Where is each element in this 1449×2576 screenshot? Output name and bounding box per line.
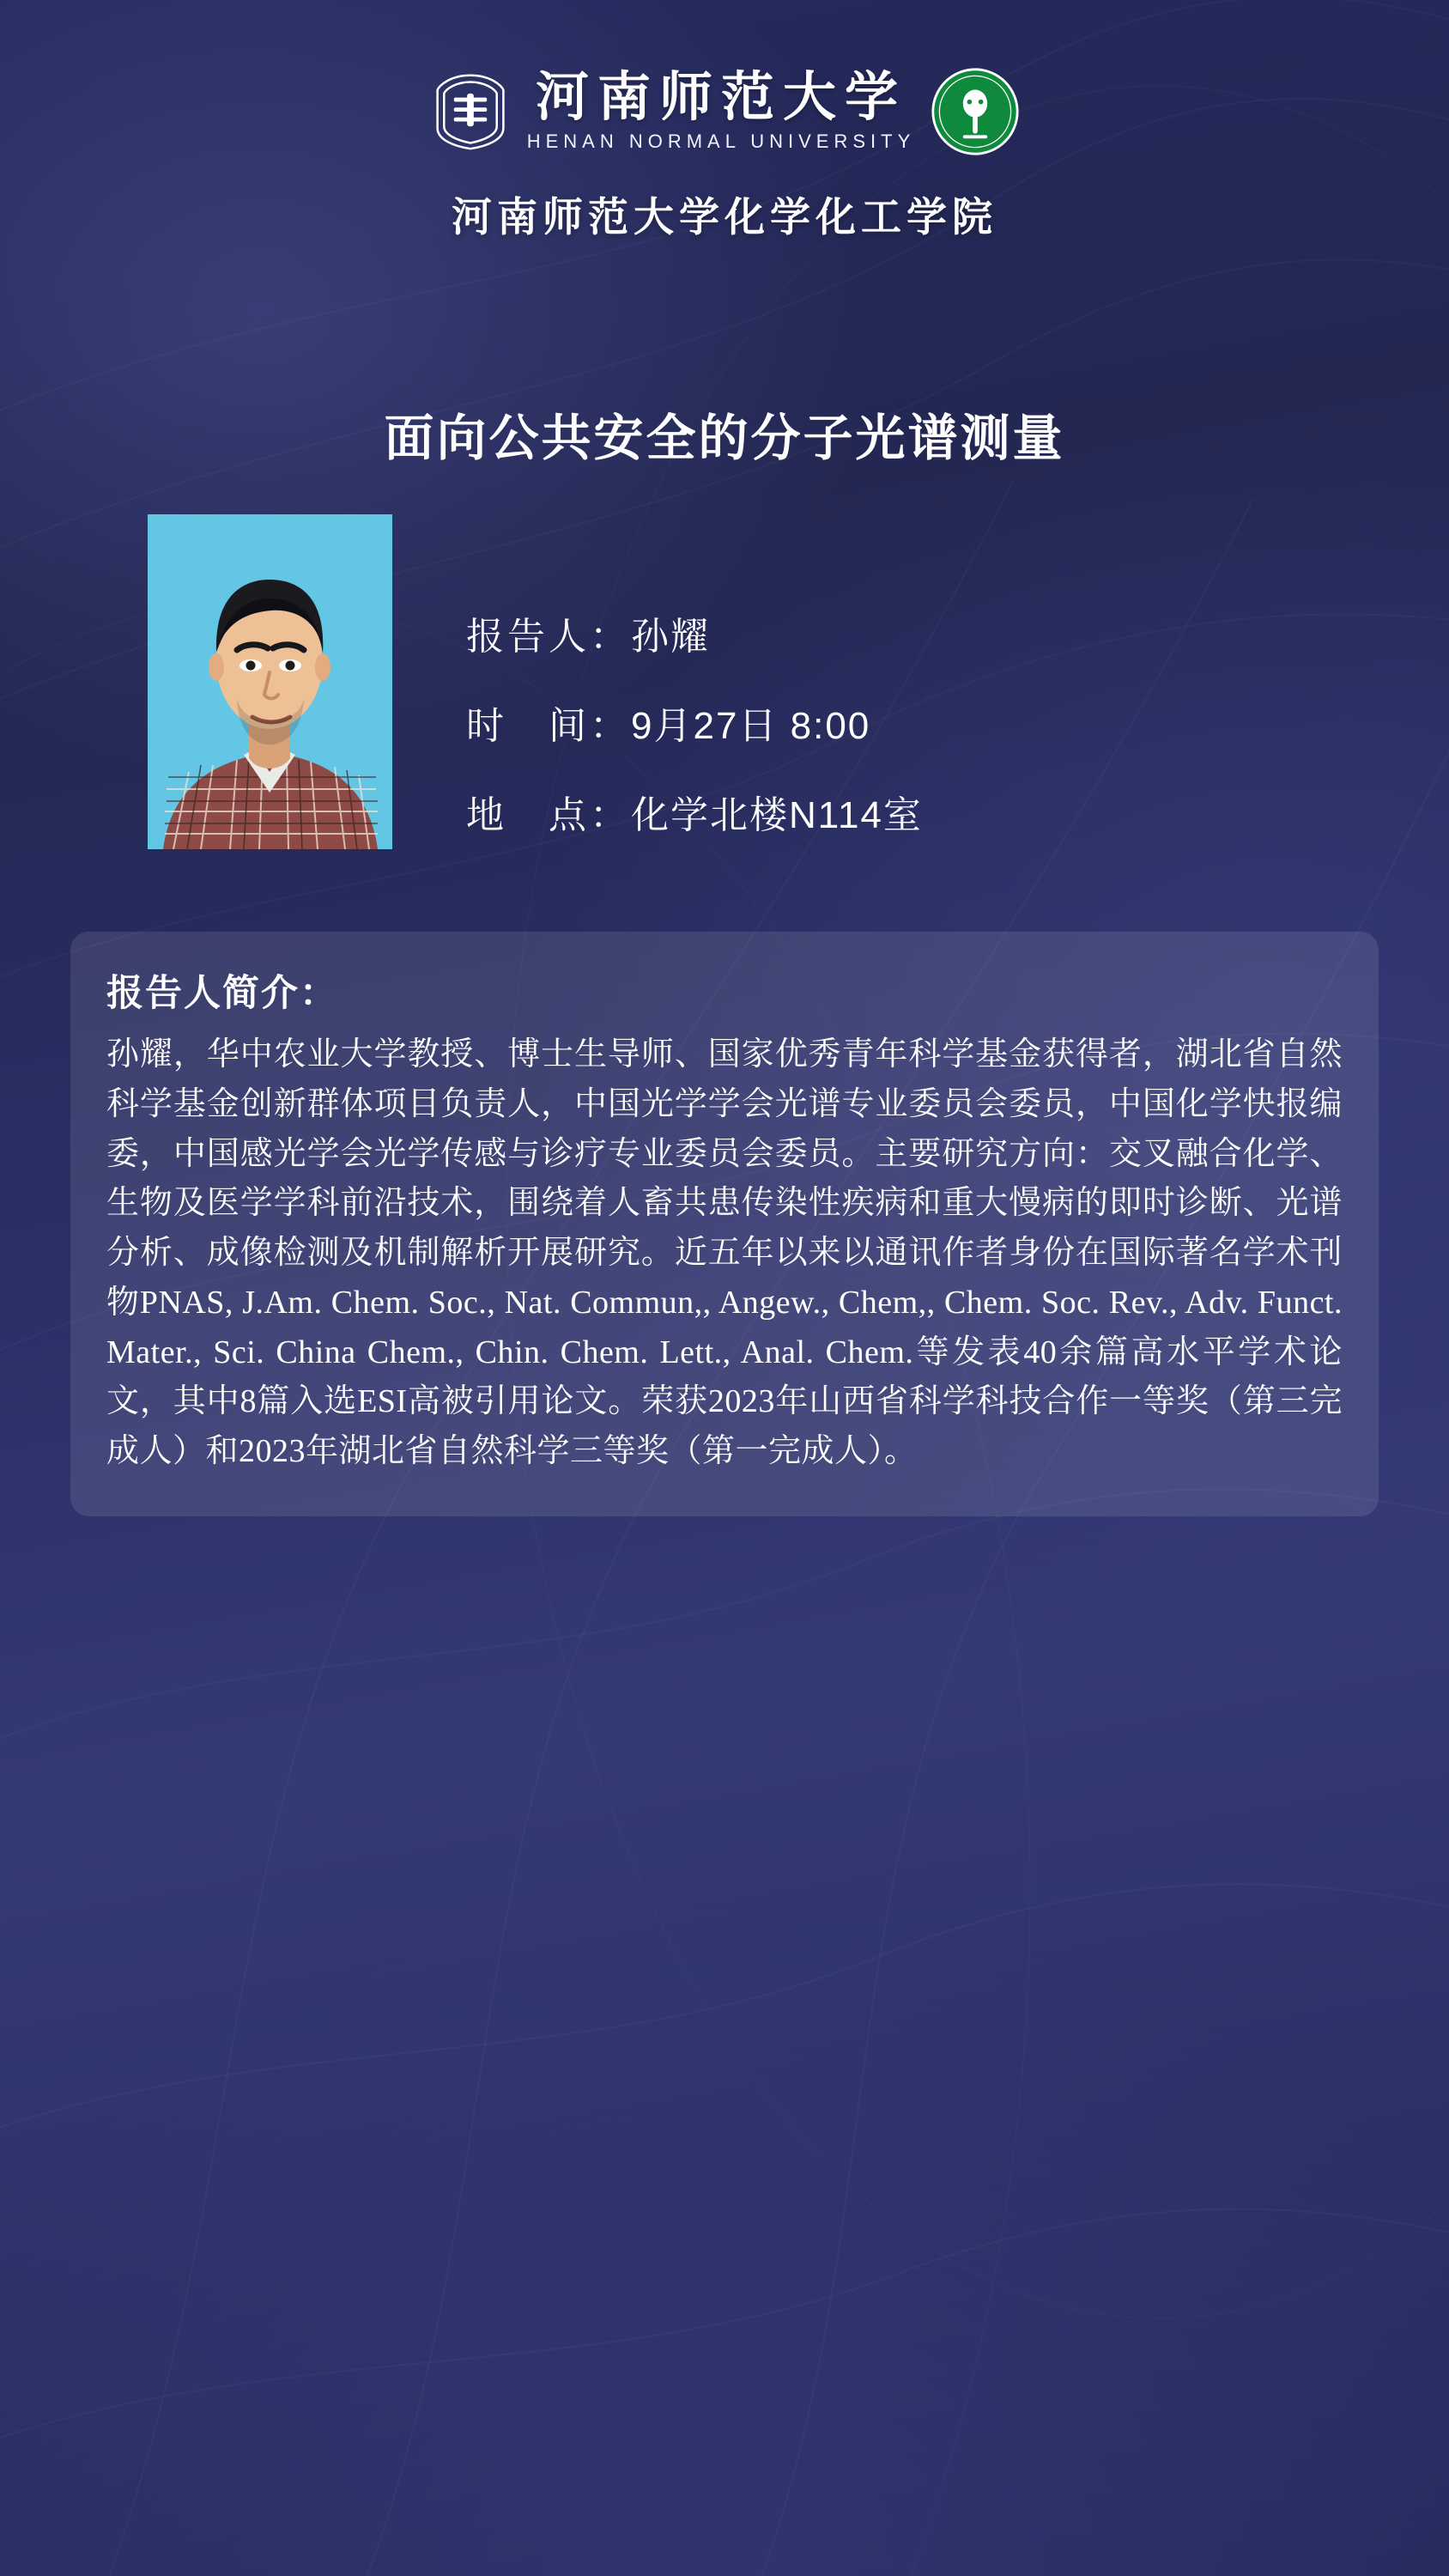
university-name-en: HENAN NORMAL UNIVERSITY xyxy=(526,130,916,152)
bio-text: 孙耀，华中农业大学教授、博士生导师、国家优秀青年科学基金获得者，湖北省自然科学基金创新群体项目负责人，中国光学学会光谱专业委员会委员，中国化学快报编委，中国感光学会光学传感与诊疗专业委员会委员。主要研究方向：交叉融合化学、生物及医学学科前沿技术，围绕着人畜共患传染性疾病和重大慢病的即时诊断、光谱分析、成像检测及机制解析开展研究。近五年以来以通讯作者身份在国际著名学术刊物PNAS, J.Am. Chem. Soc., Nat. Commun,, Angew., Chem,, Chem. Soc. Rev., Adv. Funct. Mater., Sci. China Chem., Chin. Chem. Lett., Anal. Chem.等发表40余篇高水平学术论文，其中8篇入选ESI高被引用论文。荣获2023年山西省科学科技合作一等奖（第三完成人）和2023年湖北省自然科学三等奖（第一完成人）。 xyxy=(106,1036,1351,1469)
college-seal-icon xyxy=(931,67,1020,156)
talk-title: 面向公共安全的分子光谱测量 xyxy=(384,410,1065,466)
time-value: 9月27日 8:00 xyxy=(631,705,871,747)
poster-header xyxy=(0,0,1449,243)
university-name-cn: 河南师范大学 xyxy=(535,69,906,128)
speaker-label: 报告人： xyxy=(466,616,631,658)
college-name: 河南师范大学化学化工学院 xyxy=(452,196,997,240)
university-crest-icon xyxy=(429,70,512,153)
speaker-portrait xyxy=(148,514,392,849)
bio-heading: 报告人简介： xyxy=(106,973,338,1014)
logo-row xyxy=(0,67,1449,156)
speaker-value: 孙耀 xyxy=(631,616,710,658)
time-line xyxy=(466,695,923,750)
talk-details xyxy=(466,514,923,839)
speaker-bio-card xyxy=(70,932,1379,1516)
speaker-info-block xyxy=(0,514,1449,849)
university-name-block xyxy=(527,70,916,152)
place-value: 化学北楼N114室 xyxy=(631,794,923,836)
time-label: 时 间： xyxy=(466,705,631,747)
speaker-line xyxy=(466,605,923,660)
place-label: 地 点： xyxy=(466,794,631,836)
place-line xyxy=(466,784,923,839)
